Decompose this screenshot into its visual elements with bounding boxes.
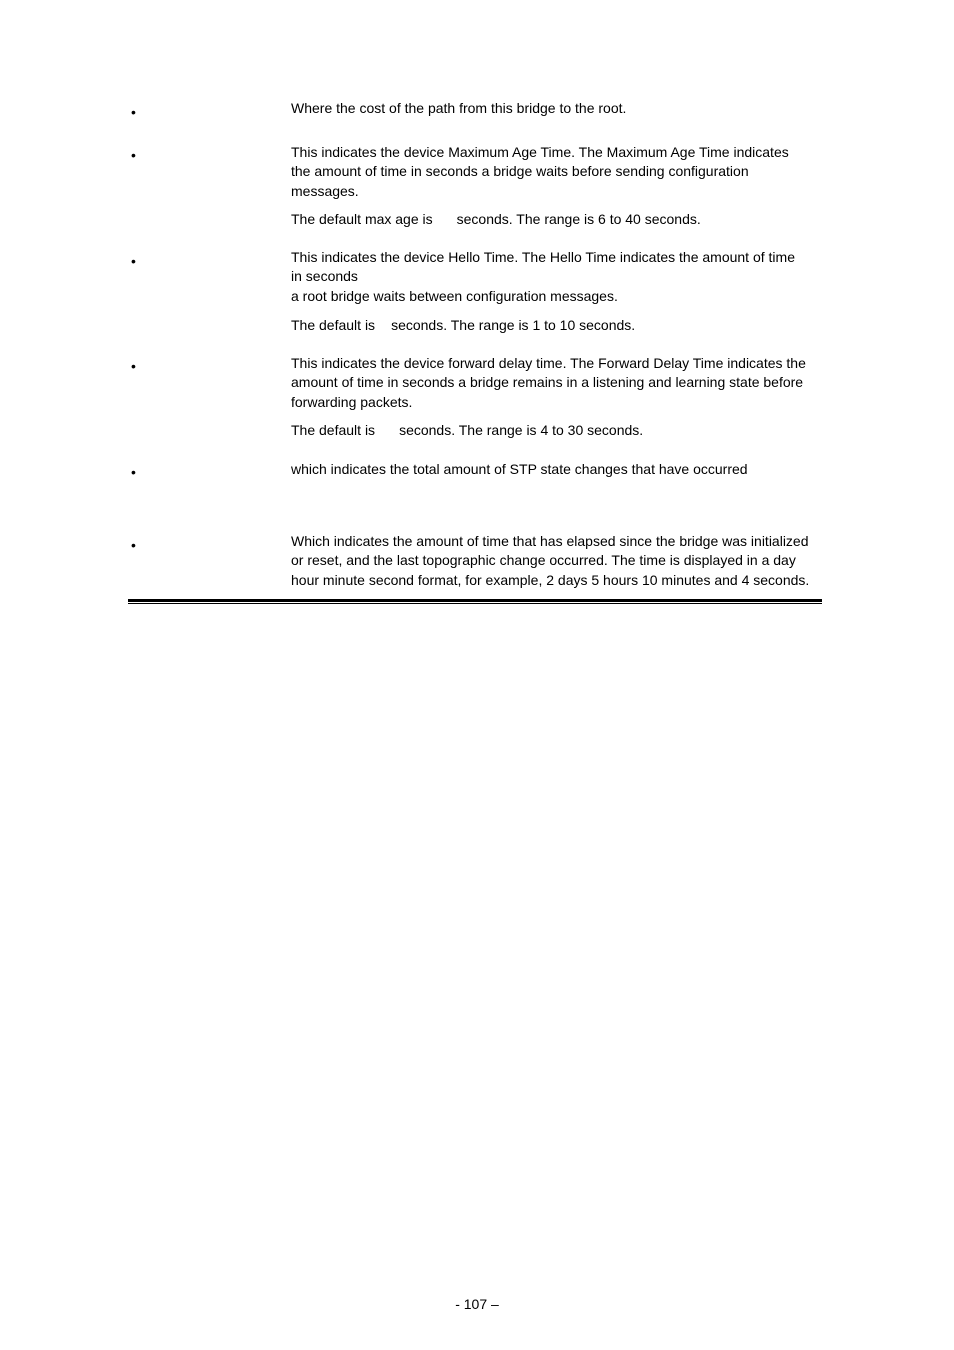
note-prefix: The default is [291, 422, 376, 438]
entry-description: This indicates the device Maximum Age Time. The Maximum Age Time indicates the amount of time in seconds a bridge waits before sending configuration messages. [291, 144, 789, 199]
entry-default-note [291, 316, 827, 335]
bullet: • [131, 104, 136, 120]
bullet: • [131, 147, 136, 163]
bullet: • [131, 358, 136, 374]
note-prefix: The default max age is [291, 211, 433, 227]
entry-description: Which indicates the amount of time that has elapsed since the bridge was initialized or reset, and the last topographic change occurred. The time is displayed in a day hour minute second format, for example, 2 days 5 hours 10 minutes and 4 seconds. [291, 533, 810, 588]
entry-description: This indicates the device forward delay time. The Forward Delay Time indicates the amount of time in seconds a bridge remains in a listening and learning state before forwarding packets. [291, 355, 806, 410]
entry-description: which indicates the total amount of STP state changes that have occurred [291, 461, 748, 477]
bullet: • [131, 537, 136, 553]
entry-description: This indicates the device Hello Time. The Hello Time indicates the amount of time in seconds a root bridge waits between configuration messages. [291, 249, 795, 304]
note-suffix: seconds. The range is 4 to 30 seconds. [399, 422, 644, 438]
note-suffix: seconds. The range is 6 to 40 seconds. [456, 211, 701, 227]
note-prefix: The default is [291, 317, 376, 333]
table-bottom-rule [128, 599, 822, 602]
entry-description: Where the cost of the path from this bridge to the root. [291, 100, 627, 116]
page-number: - 107 – [455, 1296, 499, 1312]
bullet: • [131, 464, 136, 480]
entry-default-note [291, 421, 827, 440]
table-bottom-rule-thin [128, 603, 822, 604]
bullet: • [131, 253, 136, 269]
entry-default-note [291, 210, 827, 229]
note-suffix: seconds. The range is 1 to 10 seconds. [391, 317, 636, 333]
